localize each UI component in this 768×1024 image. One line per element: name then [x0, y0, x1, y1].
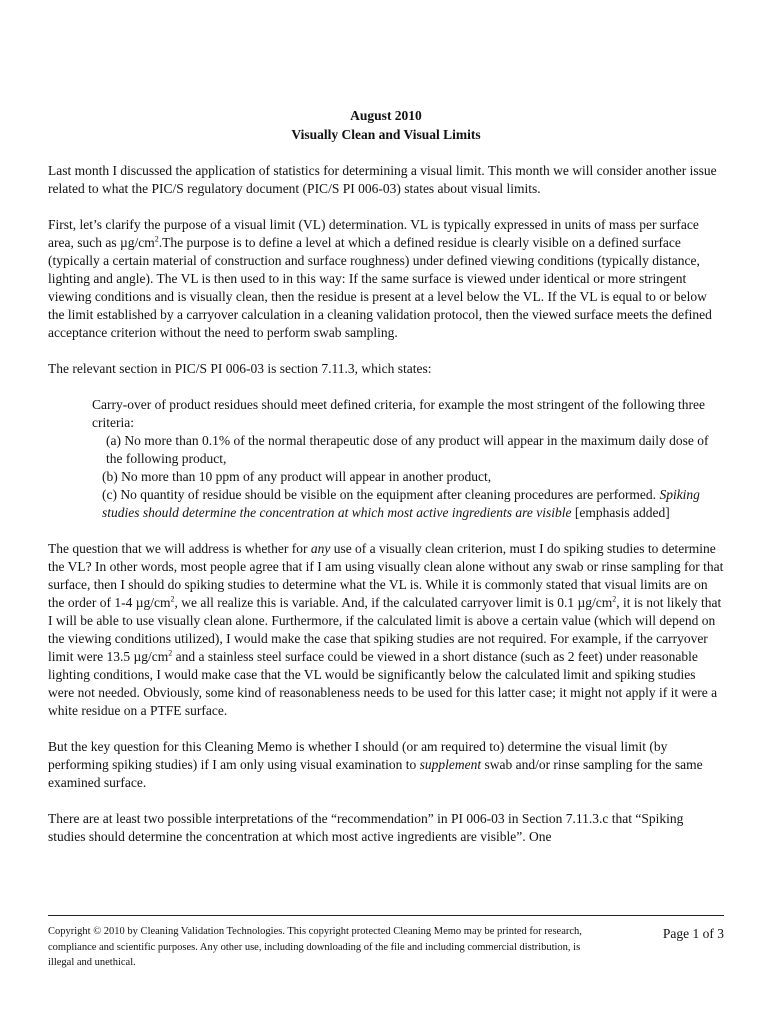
memo-date: August 2010	[350, 108, 422, 123]
quote-item-b: (b) No more than 10 ppm of any product will appear in another product,	[102, 469, 492, 484]
page-number: Page 1 of 3	[662, 926, 724, 941]
memo-title: Visually Clean and Visual Limits	[291, 127, 481, 142]
paragraph-interpretations: There are at least two possible interpretations of the “recommendation” in PI 006-03 in Section 7.11.3.c that “Spiking studies should determine the concentration at which most active ingredients are visible”. One	[48, 811, 684, 844]
block-quote	[92, 396, 712, 522]
quote-item-c: (c) No quantity of residue should be visible on the equipment after cleaning procedures are performed. Spiking studies should determine the concentration at which most active ingredients are visible [emphasis added]	[102, 487, 700, 520]
paragraph-relevant-section: The relevant section in PIC/S PI 006-03 is section 7.11.3, which states:	[48, 361, 432, 376]
paragraph-intro: Last month I discussed the application of statistics for determining a visual limit. This month we will consider another issue related to what the PIC/S regulatory document (PIC/S PI 006-03) states about visual limits.	[48, 163, 717, 196]
paragraph-key-question: But the key question for this Cleaning Memo is whether I should (or am required to) determine the visual limit (by performing spiking studies) if I am only using visual examination to supplement swab and/or rinse sampling for the same examined surface.	[48, 739, 703, 790]
paragraph-question: The question that we will address is whether for any use of a visually clean criterion, must I do spiking studies to determine the VL? In other words, most people agree that if I am using visually clean alone without any swab or rinse sampling for that surface, then I should do spiking studies to determine what the VL is. While it is commonly stated that visual limits are on the order of 1-4 $\mu g/cm^2$, we all realize this is variable. And, if the calculated carryover limit is 0.1 $\mu g/cm^2$, it is not likely that I will be able to use visually clean alone. Furthermore, if the calculated limit is above a certain value (which will depend on the viewing conditions utilized), I would make the case that spiking studies are not required. For example, if the carryover limit were 13.5 $\mu g/cm^2$ and a stainless steel surface could be viewed in a short distance (such as 2 feet) under reasonable lighting conditions, I would make case that the VL would be significantly below the calculated limit and spiking studies were not needed. Obviously, some kind of reasonableness needs to be used for this latter case; it might not apply if it were a white residue on a PTFE surface.	[48, 541, 724, 718]
quote-intro: Carry-over of product residues should meet defined criteria, for example the most stringent of the following three criteria:	[92, 397, 705, 430]
quote-item-a: (a) No more than 0.1% of the normal therapeutic dose of any product will appear in the maximum daily dose of the following product,	[106, 433, 709, 466]
page-footer	[48, 915, 724, 971]
paragraph-purpose: First, let’s clarify the purpose of a visual limit (VL) determination. VL is typically expressed in units of mass per surface area, such as $\mu g/cm^2.The$ purpose is to define a level at which a defined residue is clearly visible on a defined surface (typically a certain material of construction and surface roughness) under defined viewing conditions (typically distance, lighting and angle). The VL is then used to in this way: If the same surface is viewed under identical or more stringent viewing conditions and is visually clean, then the residue is present at a level below the VL. If the VL is equal to or below the limit established by a carryover calculation in a cleaning validation protocol, then the viewed surface meets the defined acceptance criterion without the need to perform swab sampling.	[48, 217, 712, 340]
copyright-notice: Copyright © 2010 by Cleaning Validation Technologies. This copyright protected Cleaning Memo may be printed for research, compliance and scientific purposes. Any other use, including downloading of the file and including commercial distribution, is illegal and unethical.	[48, 926, 582, 968]
document-page	[48, 106, 724, 846]
